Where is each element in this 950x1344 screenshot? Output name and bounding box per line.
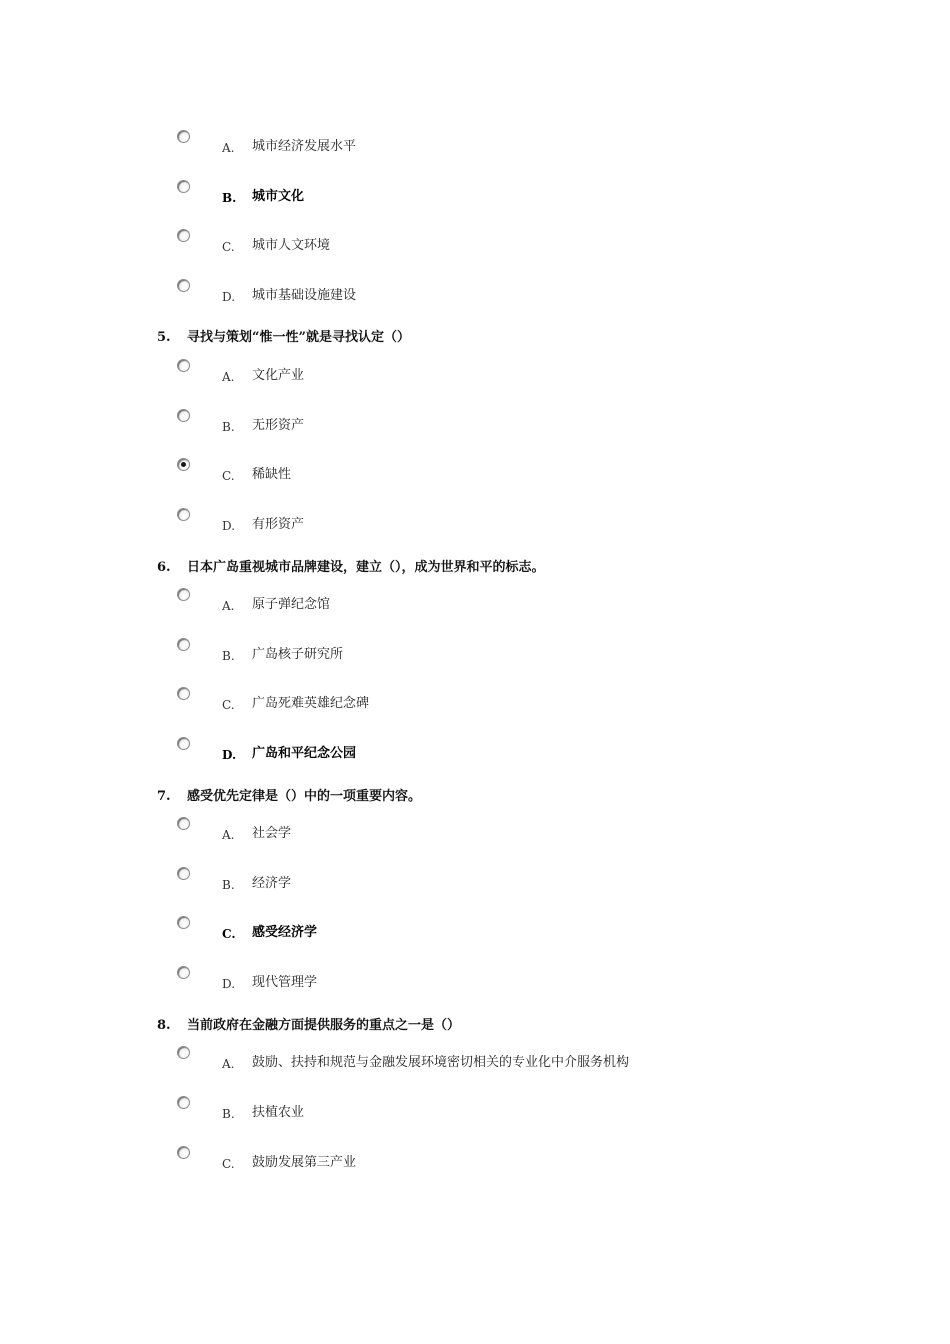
option-text: 城市人文环境 bbox=[252, 238, 331, 253]
question-text: 当前政府在金融方面提供服务的重点之一是（） bbox=[187, 1018, 461, 1033]
option-letter: B. bbox=[222, 191, 237, 205]
option-text: 广岛核子研究所 bbox=[252, 647, 344, 662]
radio-button[interactable] bbox=[177, 279, 190, 292]
radio-button[interactable] bbox=[177, 508, 190, 521]
q8-option-a[interactable] bbox=[177, 1046, 777, 1076]
q7-option-c[interactable] bbox=[177, 916, 777, 946]
question-text: 寻找与策划“惟一性”就是寻找认定（） bbox=[187, 330, 410, 345]
radio-button[interactable] bbox=[177, 180, 190, 193]
option-text: 稀缺性 bbox=[252, 467, 292, 482]
radio-button[interactable] bbox=[177, 817, 190, 830]
option-text: 文化产业 bbox=[252, 368, 305, 383]
option-text: 广岛和平纪念公园 bbox=[252, 746, 357, 761]
option-letter: B. bbox=[222, 649, 235, 663]
q6-option-b[interactable] bbox=[177, 638, 777, 668]
question-text: 感受优先定律是（）中的一项重要内容。 bbox=[187, 789, 422, 804]
radio-button[interactable] bbox=[177, 588, 190, 601]
q7-option-a[interactable] bbox=[177, 817, 777, 847]
question-number: 7. bbox=[157, 789, 171, 804]
option-letter: D. bbox=[222, 519, 236, 533]
option-text: 感受经济学 bbox=[252, 925, 318, 940]
radio-button[interactable] bbox=[177, 1146, 190, 1159]
q4-option-b[interactable] bbox=[177, 180, 777, 210]
radio-button[interactable] bbox=[177, 687, 190, 700]
question-number: 8. bbox=[157, 1018, 171, 1033]
q5-option-d[interactable] bbox=[177, 508, 777, 538]
q8-option-c[interactable] bbox=[177, 1146, 777, 1176]
option-text: 经济学 bbox=[252, 876, 292, 891]
option-letter: C. bbox=[222, 698, 235, 712]
option-letter: A. bbox=[222, 828, 235, 842]
option-letter: C. bbox=[222, 1157, 235, 1171]
radio-button[interactable] bbox=[177, 737, 190, 750]
q6-option-a[interactable] bbox=[177, 588, 777, 618]
option-letter: C. bbox=[222, 469, 235, 483]
option-text: 城市基础设施建设 bbox=[252, 288, 357, 303]
option-text: 鼓励发展第三产业 bbox=[252, 1155, 357, 1170]
option-letter: D. bbox=[222, 748, 237, 762]
q5-option-c[interactable] bbox=[177, 458, 777, 488]
q6-option-d[interactable] bbox=[177, 737, 777, 767]
option-text: 有形资产 bbox=[252, 517, 305, 532]
option-letter: A. bbox=[222, 599, 235, 613]
q4-option-a[interactable] bbox=[177, 130, 777, 160]
q8-option-b[interactable] bbox=[177, 1096, 777, 1126]
q7-option-d[interactable] bbox=[177, 966, 777, 996]
option-letter: D. bbox=[222, 290, 236, 304]
option-text: 社会学 bbox=[252, 826, 292, 841]
radio-button[interactable] bbox=[177, 638, 190, 651]
radio-button[interactable] bbox=[177, 966, 190, 979]
radio-button[interactable] bbox=[177, 229, 190, 242]
option-letter: C. bbox=[222, 927, 236, 941]
option-text: 扶植农业 bbox=[252, 1105, 305, 1120]
question-8-title bbox=[157, 1018, 460, 1034]
option-letter: B. bbox=[222, 420, 235, 434]
option-letter: B. bbox=[222, 1107, 235, 1121]
question-number: 6. bbox=[157, 560, 171, 575]
question-7-title bbox=[157, 789, 421, 805]
radio-button[interactable] bbox=[177, 867, 190, 880]
option-letter: A. bbox=[222, 1057, 235, 1071]
option-letter: A. bbox=[222, 141, 235, 155]
option-text: 现代管理学 bbox=[252, 975, 318, 990]
q4-option-d[interactable] bbox=[177, 279, 777, 309]
option-text: 原子弹纪念馆 bbox=[252, 597, 331, 612]
option-letter: C. bbox=[222, 240, 235, 254]
option-text: 鼓励、扶持和规范与金融发展环境密切相关的专业化中介服务机构 bbox=[252, 1055, 630, 1070]
q5-option-b[interactable] bbox=[177, 409, 777, 439]
q4-option-c[interactable] bbox=[177, 229, 777, 259]
radio-button-selected[interactable] bbox=[177, 458, 190, 471]
question-number: 5. bbox=[157, 330, 171, 345]
q7-option-b[interactable] bbox=[177, 867, 777, 897]
radio-button[interactable] bbox=[177, 1096, 190, 1109]
question-5-title bbox=[157, 330, 410, 346]
question-6-title bbox=[157, 560, 545, 576]
radio-button[interactable] bbox=[177, 130, 190, 143]
radio-button[interactable] bbox=[177, 409, 190, 422]
option-text: 广岛死难英雄纪念碑 bbox=[252, 696, 370, 711]
q5-option-a[interactable] bbox=[177, 359, 777, 389]
option-text: 城市经济发展水平 bbox=[252, 139, 357, 154]
option-text: 无形资产 bbox=[252, 418, 305, 433]
radio-button[interactable] bbox=[177, 916, 190, 929]
option-letter: D. bbox=[222, 977, 236, 991]
option-letter: B. bbox=[222, 878, 235, 892]
option-letter: A. bbox=[222, 370, 235, 384]
question-text: 日本广岛重视城市品牌建设，建立（），成为世界和平的标志。 bbox=[187, 560, 545, 575]
radio-button[interactable] bbox=[177, 1046, 190, 1059]
radio-button[interactable] bbox=[177, 359, 190, 372]
q6-option-c[interactable] bbox=[177, 687, 777, 717]
option-text: 城市文化 bbox=[252, 189, 305, 204]
